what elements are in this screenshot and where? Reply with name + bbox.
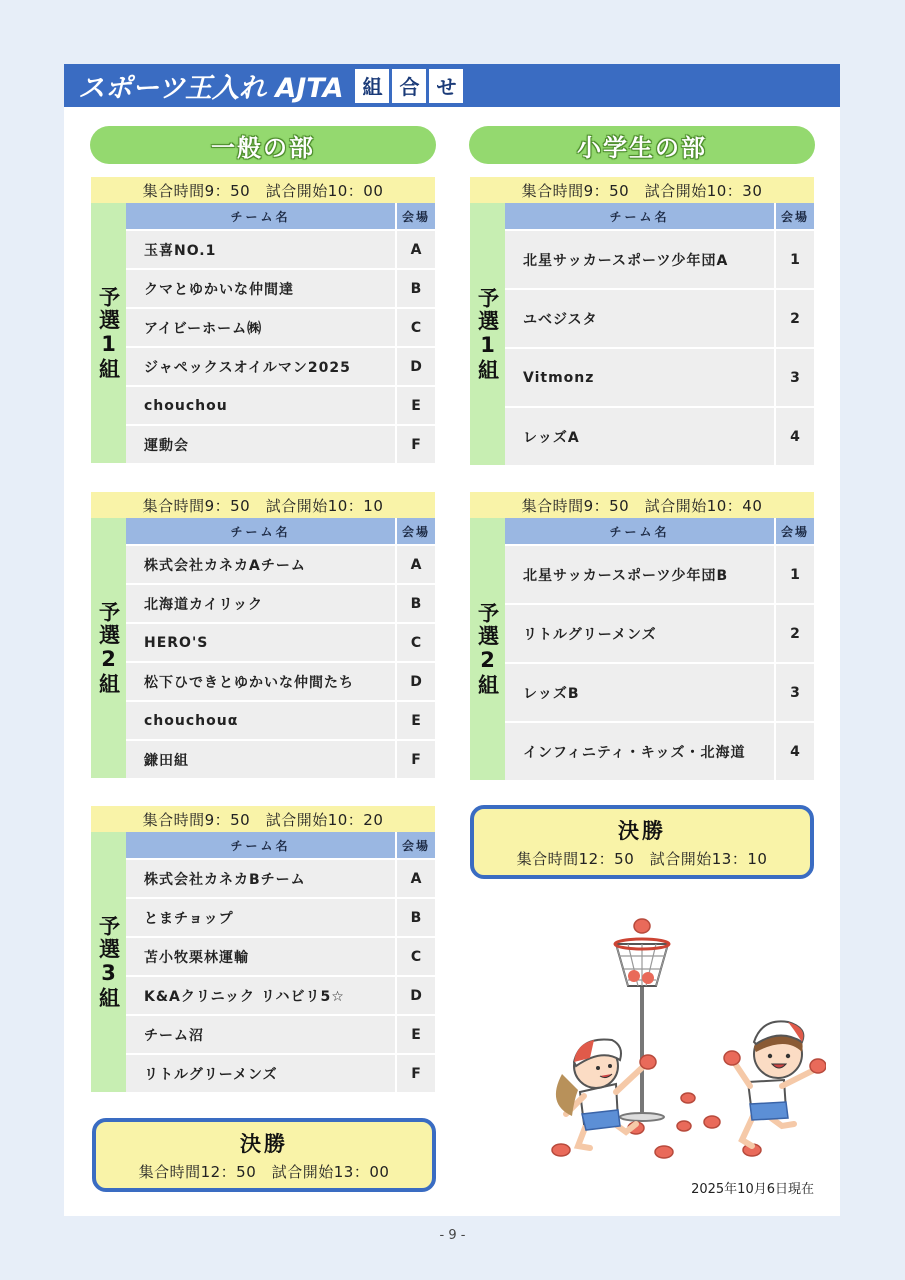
team-name: リトルグリーメンズ xyxy=(505,605,774,662)
venue: F xyxy=(397,741,435,778)
team-name: 運動会 xyxy=(126,426,395,463)
team-name: クマとゆかいな仲間達 xyxy=(126,270,395,307)
venue: 1 xyxy=(776,546,814,603)
section-general-heading: 一般の部 xyxy=(90,126,436,164)
team-name: 玉喜NO.1 xyxy=(126,231,395,268)
team-name: チーム沼 xyxy=(126,1016,395,1053)
column-header-venue: 会場 xyxy=(397,203,435,229)
team-name: K&Aクリニック リハビリ5☆ xyxy=(126,977,395,1014)
table-row xyxy=(126,268,435,307)
table-row xyxy=(126,975,435,1014)
team-name: 北星サッカースポーツ少年団A xyxy=(505,231,774,288)
team-name: レッズB xyxy=(505,664,774,721)
table-row xyxy=(505,662,814,721)
elementary-final-box xyxy=(470,805,814,879)
venue: B xyxy=(397,270,435,307)
venue: D xyxy=(397,348,435,385)
venue: 3 xyxy=(776,664,814,721)
column-header-venue: 会場 xyxy=(397,518,435,544)
group-time: 集合時間9：50 試合開始10：30 xyxy=(470,177,814,203)
group-label: 予選2組 xyxy=(91,518,126,778)
date-note: 2025年10月6日現在 xyxy=(691,1182,814,1197)
venue: 2 xyxy=(776,290,814,347)
table-row xyxy=(126,424,435,463)
team-name: Vitmonz xyxy=(505,349,774,406)
table-row xyxy=(126,346,435,385)
venue: C xyxy=(397,309,435,346)
group-label: 予選1組 xyxy=(470,203,505,465)
table-row xyxy=(505,406,814,465)
venue: 4 xyxy=(776,408,814,465)
group-label: 予選3組 xyxy=(91,832,126,1092)
boy-figure xyxy=(724,1021,826,1146)
final-title: 決勝 xyxy=(618,819,666,843)
table-row xyxy=(126,229,435,268)
team-name: 鎌田組 xyxy=(126,741,395,778)
table-row xyxy=(126,385,435,424)
general-group-1 xyxy=(91,177,435,463)
table-row xyxy=(126,858,435,897)
group-time: 集合時間9：50 試合開始10：10 xyxy=(91,492,435,518)
venue: E xyxy=(397,702,435,739)
venue: 2 xyxy=(776,605,814,662)
column-header-team: チーム名 xyxy=(126,203,395,229)
group-time: 集合時間9：50 試合開始10：00 xyxy=(91,177,435,203)
venue: 1 xyxy=(776,231,814,288)
table-row xyxy=(505,288,814,347)
group-time: 集合時間9：50 試合開始10：20 xyxy=(91,806,435,832)
team-table xyxy=(126,518,435,778)
venue: E xyxy=(397,387,435,424)
column-header-team: チーム名 xyxy=(505,518,774,544)
column-header-venue: 会場 xyxy=(397,832,435,858)
column-header-venue: 会場 xyxy=(776,518,814,544)
column-header-team: チーム名 xyxy=(505,203,774,229)
group-time: 集合時間9：50 試合開始10：40 xyxy=(470,492,814,518)
table-row xyxy=(126,622,435,661)
venue: E xyxy=(397,1016,435,1053)
tama-ire-illustration xyxy=(516,914,826,1164)
general-final-box xyxy=(92,1118,436,1192)
title-box-1: 組 xyxy=(355,69,389,103)
venue: D xyxy=(397,663,435,700)
table-row xyxy=(505,229,814,288)
table-row xyxy=(126,544,435,583)
venue: C xyxy=(397,938,435,975)
pole-base xyxy=(620,1113,664,1121)
table-row xyxy=(126,661,435,700)
team-name: ユベジスタ xyxy=(505,290,774,347)
general-group-2 xyxy=(91,492,435,778)
venue: A xyxy=(397,860,435,897)
team-name: 松下ひできとゆかいな仲間たち xyxy=(126,663,395,700)
general-group-3 xyxy=(91,806,435,1092)
team-name: ジャペックスオイルマン2025 xyxy=(126,348,395,385)
venue: F xyxy=(397,426,435,463)
table-row xyxy=(505,721,814,780)
group-label: 予選2組 xyxy=(470,518,505,780)
final-time: 集合時間12：50 試合開始13：10 xyxy=(516,850,768,868)
team-name: リトルグリーメンズ xyxy=(126,1055,395,1092)
venue: C xyxy=(397,624,435,661)
title-bar xyxy=(64,64,840,107)
venue: 4 xyxy=(776,723,814,780)
venue: B xyxy=(397,585,435,622)
final-title: 決勝 xyxy=(240,1132,288,1156)
table-row xyxy=(505,347,814,406)
team-name: chouchouα xyxy=(126,702,395,739)
column-header-team: チーム名 xyxy=(126,832,395,858)
team-table xyxy=(505,203,814,465)
table-row xyxy=(505,603,814,662)
column-header-team: チーム名 xyxy=(126,518,395,544)
section-elementary-heading: 小学生の部 xyxy=(469,126,815,164)
title-boxes xyxy=(355,69,463,103)
team-name: インフィニティ・キッズ・北海道 xyxy=(505,723,774,780)
flying-ball xyxy=(634,919,650,933)
table-row xyxy=(126,1014,435,1053)
venue: D xyxy=(397,977,435,1014)
title-box-2: 合 xyxy=(392,69,426,103)
table-row xyxy=(126,583,435,622)
venue: F xyxy=(397,1055,435,1092)
group-label: 予選1組 xyxy=(91,203,126,463)
team-table xyxy=(126,832,435,1092)
team-name: 北海道カイリック xyxy=(126,585,395,622)
title-box-3: せ xyxy=(429,69,463,103)
team-table xyxy=(126,203,435,463)
table-row xyxy=(126,936,435,975)
team-name: アイビーホーム㈱ xyxy=(126,309,395,346)
table-row xyxy=(126,897,435,936)
elementary-group-2 xyxy=(470,492,814,780)
elementary-group-1 xyxy=(470,177,814,465)
team-table xyxy=(505,518,814,780)
venue: A xyxy=(397,231,435,268)
venue: B xyxy=(397,899,435,936)
venue: 3 xyxy=(776,349,814,406)
page-sheet xyxy=(64,64,840,1216)
team-name: 株式会社カネカAチーム xyxy=(126,546,395,583)
page-title: スポーツ王入れ AJTA xyxy=(78,73,344,104)
team-name: 株式会社カネカBチーム xyxy=(126,860,395,897)
column-header-venue: 会場 xyxy=(776,203,814,229)
team-name: HERO'S xyxy=(126,624,395,661)
page-number: - 9 - xyxy=(439,1228,466,1243)
final-time: 集合時間12：50 試合開始13：00 xyxy=(138,1163,390,1181)
team-name: 苫小牧栗林運輸 xyxy=(126,938,395,975)
table-row xyxy=(126,307,435,346)
venue: A xyxy=(397,546,435,583)
table-row xyxy=(126,1053,435,1092)
table-row xyxy=(126,739,435,778)
table-row xyxy=(126,700,435,739)
table-row xyxy=(505,544,814,603)
team-name: とまチョップ xyxy=(126,899,395,936)
team-name: chouchou xyxy=(126,387,395,424)
team-name: 北星サッカースポーツ少年団B xyxy=(505,546,774,603)
team-name: レッズA xyxy=(505,408,774,465)
